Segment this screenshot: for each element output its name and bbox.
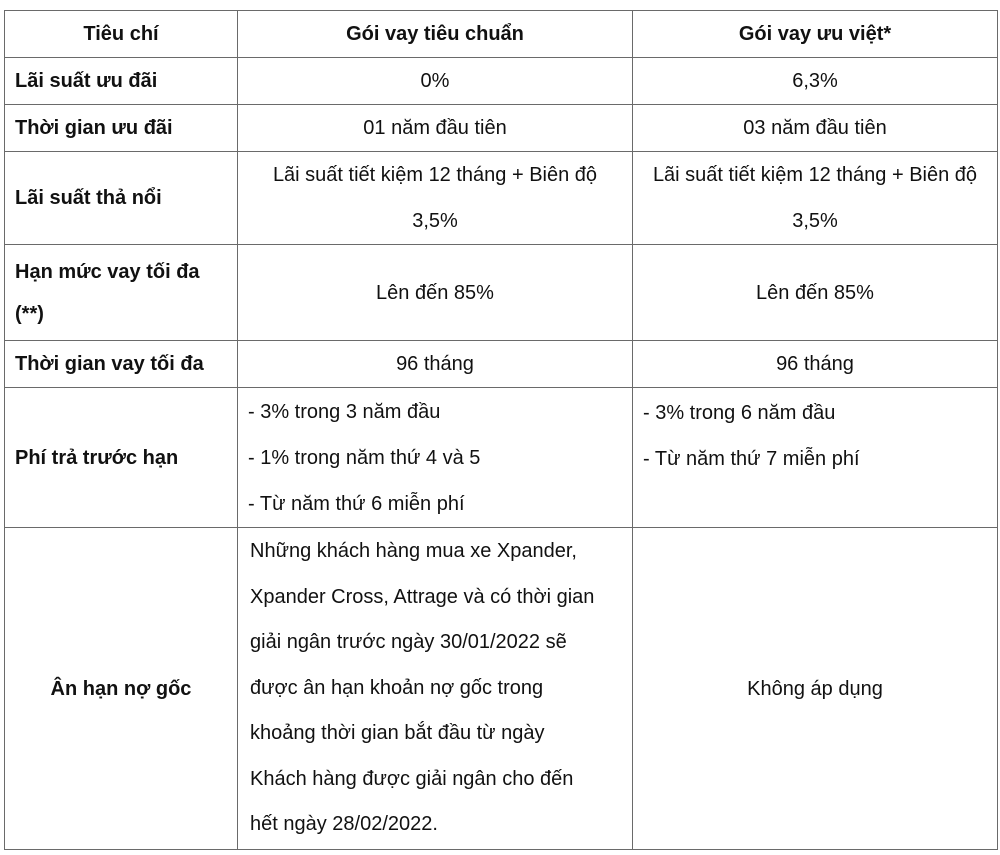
- premium-cell: 96 tháng: [633, 341, 998, 388]
- table-row: [5, 528, 998, 850]
- premium-cell: [633, 388, 998, 528]
- criteria-cell: Hạn mức vay tối đa (**): [5, 245, 238, 341]
- premium-cell: 03 năm đầu tiên: [633, 105, 998, 152]
- table-row: [5, 58, 998, 105]
- table-header-row: [5, 11, 998, 58]
- standard-cell: 96 tháng: [238, 341, 633, 388]
- standard-cell: 0%: [238, 58, 633, 105]
- table-row: [5, 105, 998, 152]
- premium-cell: Lãi suất tiết kiệm 12 tháng + Biên độ 3,5%: [633, 152, 998, 245]
- criteria-cell: Thời gian ưu đãi: [5, 105, 238, 152]
- header-criteria: Tiêu chí: [5, 11, 238, 58]
- table-row: [5, 245, 998, 341]
- criteria-cell: Lãi suất ưu đãi: [5, 58, 238, 105]
- loan-comparison-table: [4, 10, 998, 850]
- list-item: - 1% trong năm thứ 4 và 5: [248, 446, 481, 469]
- grace-period-text: Những khách hàng mua xe Xpander, Xpander Cross, Attrage và có thời gian giải ngân trước ngày 30/01/2022 sẽ được ân hạn khoản nợ gốc trong khoảng thời gian bắt đầu từ ngày Khách hàng được giải ngân cho đến hết ngày 28/02/2022.: [250, 540, 595, 836]
- table-row: [5, 341, 998, 388]
- premium-cell: Không áp dụng: [633, 528, 998, 850]
- premium-cell: Lên đến 85%: [633, 245, 998, 341]
- list-item: - Từ năm thứ 6 miễn phí: [248, 492, 465, 515]
- list-item: - 3% trong 3 năm đầu: [248, 400, 441, 423]
- standard-cell: Lãi suất tiết kiệm 12 tháng + Biên độ 3,5%: [238, 152, 633, 245]
- standard-cell: Lên đến 85%: [238, 245, 633, 341]
- standard-cell: [238, 528, 633, 850]
- criteria-cell: Phí trả trước hạn: [5, 388, 238, 528]
- list-item: - 3% trong 6 năm đầu: [643, 402, 836, 424]
- list-item: - Từ năm thứ 7 miễn phí: [643, 448, 860, 470]
- criteria-cell: Lãi suất thả nổi: [5, 152, 238, 245]
- criteria-cell: Ân hạn nợ gốc: [5, 528, 238, 850]
- standard-cell: [238, 388, 633, 528]
- premium-cell: 6,3%: [633, 58, 998, 105]
- standard-cell: 01 năm đầu tiên: [238, 105, 633, 152]
- header-premium-package: Gói vay ưu việt*: [633, 11, 998, 58]
- header-standard-package: Gói vay tiêu chuẩn: [238, 11, 633, 58]
- table-row: [5, 388, 998, 528]
- criteria-cell: Thời gian vay tối đa: [5, 341, 238, 388]
- table-row: [5, 152, 998, 245]
